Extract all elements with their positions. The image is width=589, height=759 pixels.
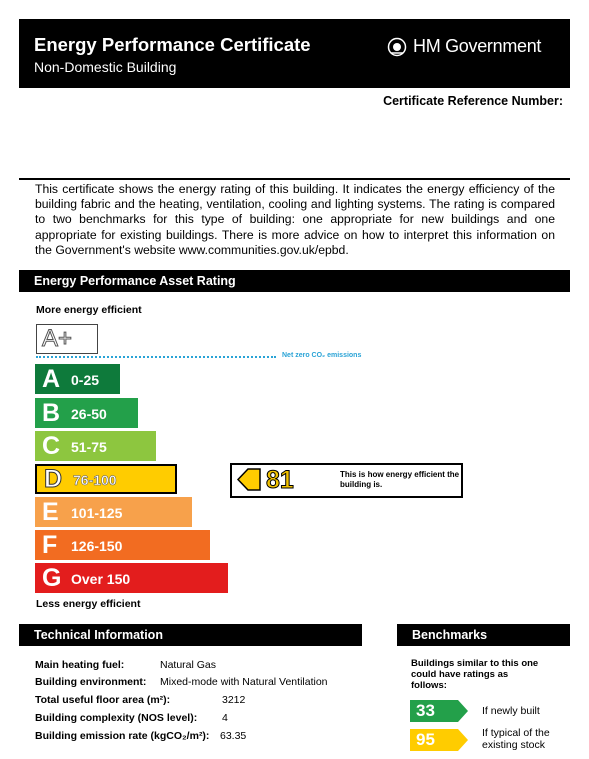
band-range: 26-50 [71, 406, 107, 422]
band-range: 76-100 [73, 472, 117, 488]
rating-band-d [35, 464, 177, 494]
band-letter: F [42, 531, 58, 559]
rating-band-g [35, 563, 228, 593]
benchmark-badge [410, 729, 468, 751]
royal-crest-icon [387, 37, 407, 57]
benchmark-badge [410, 700, 468, 722]
benchmarks-intro: Buildings similar to this one could have ratings as follows: [411, 658, 539, 691]
band-letter: G [42, 564, 62, 592]
more-efficient-label: More energy efficient [36, 304, 142, 316]
tech-label: Total useful floor area (m²): [35, 694, 171, 706]
tech-label: Building emission rate (kgCO₂/m²): [35, 730, 210, 742]
tech-label: Building environment: [35, 676, 147, 688]
band-letter: A [42, 365, 61, 393]
certificate-header [19, 19, 570, 88]
technical-heading-bar [19, 624, 362, 646]
rating-band-e [35, 497, 192, 527]
certificate-subtitle: Non-Domestic Building [34, 59, 177, 75]
tech-value: 63.35 [220, 730, 247, 742]
divider [19, 178, 570, 180]
current-rating-text: This is how energy efficient the building is. [340, 470, 460, 489]
current-rating-pointer [230, 463, 463, 498]
band-range: 0-25 [71, 372, 100, 388]
benchmarks-heading: Benchmarks [412, 628, 488, 642]
tech-value: 4 [222, 712, 228, 724]
net-zero-line [36, 356, 276, 358]
benchmark-label: If typical of the existing stock [482, 727, 550, 751]
less-efficient-label: Less energy efficient [36, 598, 141, 610]
tech-value: 3212 [222, 694, 246, 706]
rating-band-c [35, 431, 156, 461]
benchmark-label: If newly built [482, 705, 540, 717]
aplus-band [36, 324, 98, 354]
band-letter: B [42, 399, 61, 427]
band-range: 51-75 [71, 439, 107, 455]
tech-value: Mixed-mode with Natural Ventilation [160, 676, 328, 688]
certificate-reference-label: Certificate Reference Number: [383, 94, 563, 108]
band-range: 101-125 [71, 505, 123, 521]
technical-heading: Technical Information [34, 628, 163, 642]
band-letter: D [44, 465, 63, 493]
band-letter: C [42, 432, 61, 460]
intro-paragraph: This certificate shows the energy rating of this building. It indicates the energy efficiency of the building fabric and the heating, ventilation, cooling and lighting systems. The rating is compared to two benchmarks for this type of building: one appropriate for new buildings and one appropriate for existing buildings. There is more advice on how to interpret this information on the Government's website www.communities.gov.uk/epbd. [35, 182, 555, 257]
asset-rating-heading: Energy Performance Asset Rating [34, 274, 236, 288]
net-zero-label: Net zero CO₂ emissions [282, 352, 362, 359]
tech-label: Main heating fuel: [35, 659, 125, 671]
government-label: HM Government [413, 36, 542, 56]
rating-band-f [35, 530, 210, 560]
band-letter: E [42, 498, 59, 526]
tech-label: Building complexity (NOS level): [35, 712, 198, 724]
hm-government-logo [387, 36, 541, 57]
benchmark-value: 95 [416, 730, 435, 749]
current-rating-value: 81 [266, 466, 294, 494]
aplus-label: A+ [42, 325, 73, 352]
pointer-arrow-icon [236, 468, 262, 491]
band-range: 126-150 [71, 538, 123, 554]
benchmark-value: 33 [416, 701, 435, 720]
rating-band-b [35, 398, 138, 428]
benchmarks-heading-bar [397, 624, 570, 646]
certificate-title: Energy Performance Certificate [34, 34, 311, 55]
rating-band-a [35, 364, 120, 394]
band-range: Over 150 [71, 571, 131, 587]
asset-rating-heading-bar [19, 270, 570, 292]
tech-value: Natural Gas [160, 659, 217, 671]
